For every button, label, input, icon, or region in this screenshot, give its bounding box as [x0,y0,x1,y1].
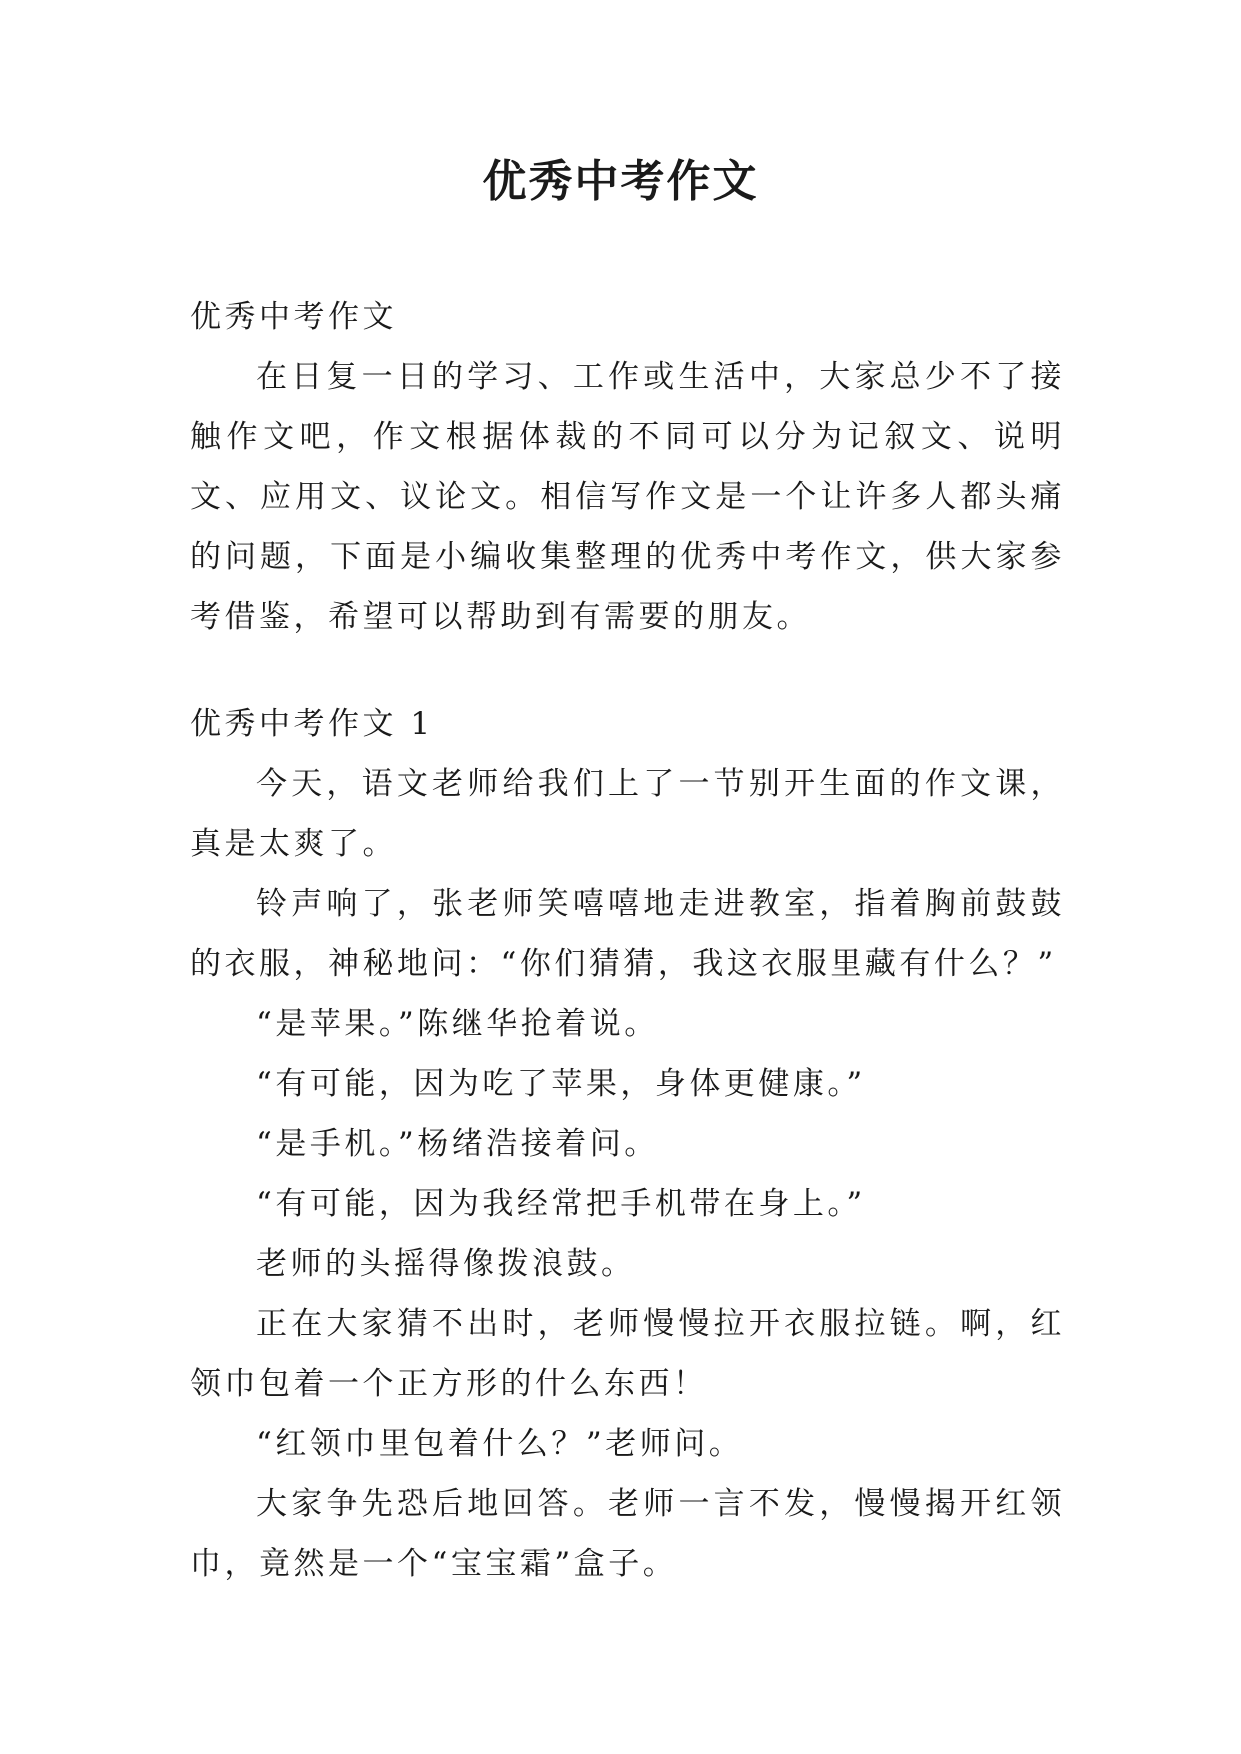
essay-paragraph: “红领巾里包着什么？”老师问。 [256,1426,744,1462]
essay-paragraph: 今天，语文老师给我们上了一节别开生面的作文课，真是太爽了。 [190,766,1065,862]
essay-paragraph: 铃声响了，张老师笑嘻嘻地走进教室，指着胸前鼓鼓的衣服，神秘地问：“你们猜猜，我这衣服里藏有什么？” [190,886,1065,982]
essay-paragraph: 大家争先恐后地回答。老师一言不发，慢慢揭开红领巾，竟然是一个“宝宝霜”盒子。 [190,1486,1065,1582]
essay-paragraph: “是苹果。”陈继华抢着说。 [256,1006,659,1042]
intro-paragraph: 在日复一日的学习、工作或生活中，大家总少不了接触作文吧，作文根据体裁的不同可以分为记叙文、说明文、应用文、议论文。相信写作文是一个让许多人都头痛的问题，下面是小编收集整理的优秀中考作文，供大家参考借鉴，希望可以帮助到有需要的朋友。 [190,359,1065,635]
document-title: 优秀中考作文 [482,156,759,207]
intro-heading: 优秀中考作文 [190,299,397,335]
essay-paragraph: “有可能，因为吃了苹果，身体更健康。” [256,1066,866,1102]
essay-paragraph: 老师的头摇得像拨浪鼓。 [256,1246,636,1282]
essay-paragraph: 正在大家猜不出时，老师慢慢拉开衣服拉链。啊，红领巾包着一个正方形的什么东西！ [190,1306,1065,1402]
intro-section [190,287,1065,647]
essay-1-heading: 优秀中考作文 1 [190,706,434,742]
essay-paragraph: “有可能，因为我经常把手机带在身上。” [256,1186,866,1222]
essay-paragraph: “是手机。”杨绪浩接着问。 [256,1126,659,1162]
essay-section-1 [190,694,1065,1594]
